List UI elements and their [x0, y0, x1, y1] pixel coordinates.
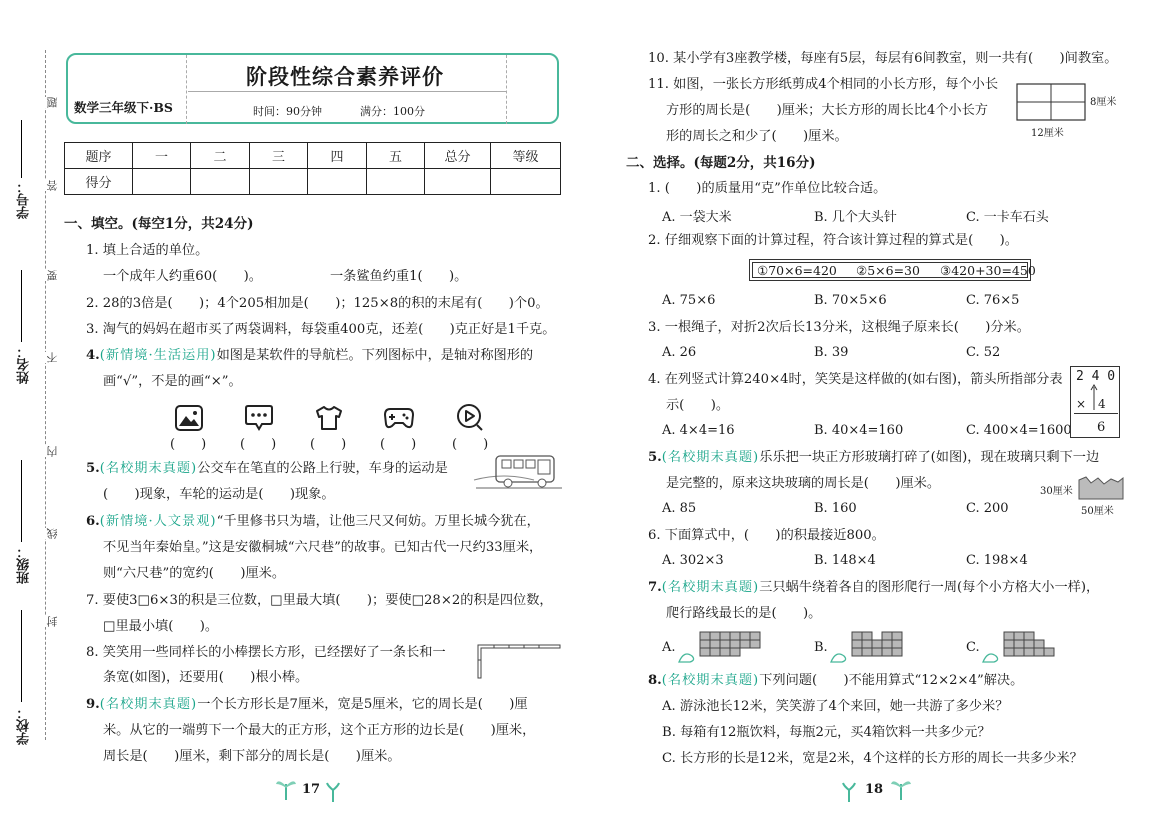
- c8-option-c[interactable]: C. 长方形的长是12米，宽是2米，4个这样的长方形的周长一共多少米？: [662, 751, 1083, 766]
- image-icon: [175, 405, 203, 431]
- c5-number: 5.: [648, 450, 662, 465]
- score-input-cell[interactable]: [133, 169, 191, 195]
- q6-text: “千里修书只为墙，让他三尺又何妨。万里长城今犹在，: [216, 514, 540, 529]
- score-header-cell: 三: [250, 143, 308, 169]
- c3-option-b[interactable]: B. 39: [814, 345, 849, 360]
- q4-answer-4[interactable]: ( ): [380, 437, 417, 452]
- q9-text: 一个长方形长是7厘米，宽是5厘米，它的周长是( )厘: [197, 697, 528, 712]
- c8-tag: (名校期末真题): [661, 673, 760, 688]
- q11b-text: 方形的周长是( )厘米；大长方形的周长比4个小长方: [666, 103, 988, 118]
- q4-answer-1[interactable]: ( ): [170, 437, 207, 452]
- q4-answer-5[interactable]: ( ): [452, 437, 489, 452]
- c5-option-c[interactable]: C. 200: [966, 501, 1009, 516]
- q5-number: 5.: [86, 461, 100, 476]
- time-label: 时间：90分钟: [253, 105, 322, 118]
- q8-text: 8. 笑笑用一些同样长的小棒摆长方形，已经摆好了一条长和一: [86, 645, 446, 660]
- bus-illustration: [474, 450, 564, 492]
- seal-mark-feng: 封: [46, 616, 59, 627]
- q5-tag: (名校期末真题): [99, 461, 198, 476]
- seal-mark-yao: 要: [46, 270, 59, 281]
- q9-text3: 周长是( )厘米，剩下部分的周长是( )厘米。: [103, 749, 401, 764]
- sticks-figure: [474, 640, 564, 680]
- name-line: [21, 270, 22, 342]
- c1-option-a[interactable]: A. 一袋大米: [662, 210, 732, 225]
- header-rule: [188, 91, 506, 92]
- q7-text: 7. 要使3□6×3的积是三位数，□里最大填( )；要使□28×2的积是四位数，: [86, 593, 553, 608]
- score-header-cell: 五: [367, 143, 425, 169]
- c3-text: 3. 一根绳子，对折2次后长13分米，这根绳子原来长( )分米。: [648, 320, 1030, 335]
- q4-answer-2[interactable]: ( ): [240, 437, 277, 452]
- c4-option-c[interactable]: C. 400×4=1600: [966, 423, 1072, 438]
- c5-height-label: 30厘米: [1040, 486, 1073, 497]
- c8-option-a[interactable]: A. 游泳池长12米，笑笑游了4个来回，她一共游了多少米？: [662, 699, 1009, 714]
- c2-step-1: ①70×6=420: [757, 263, 837, 278]
- school-label: 学校：: [17, 706, 32, 745]
- c4-calc-rule: [1074, 413, 1118, 414]
- seal-mark-xian: 线: [46, 528, 59, 539]
- c7-option-b[interactable]: B.: [814, 640, 828, 655]
- c5-text: 乐乐把一块正方形玻璃打碎了(如图)，现在玻璃只剩下一边: [759, 450, 1100, 465]
- c7-option-a[interactable]: A.: [662, 640, 676, 655]
- subject-label: 数学三年级下·BS: [74, 100, 173, 115]
- c4-calc-row1: 2 4 0: [1076, 369, 1116, 384]
- school-line: [21, 610, 22, 702]
- c4-text: 4. 在列竖式计算240×4时，笑笑是这样做的(如右图)，箭头所指部分表: [648, 372, 1063, 387]
- c2-step-3: ③420+30=450: [940, 263, 1036, 278]
- c8-number: 8.: [648, 673, 662, 688]
- q6-text3: 则“六尺巷”的宽约( )厘米。: [103, 566, 286, 581]
- c6-text: 6. 下面算式中，( )的积最接近800。: [648, 528, 885, 543]
- c3-option-c[interactable]: C. 52: [966, 345, 1001, 360]
- class-label: 班级：: [17, 545, 32, 584]
- q9-number: 9.: [86, 697, 100, 712]
- number-label: 学号：: [17, 180, 32, 219]
- seal-mark-bu: 不: [46, 352, 59, 363]
- score-header-cell: 等级: [491, 143, 561, 169]
- c1-option-c[interactable]: C. 一卡车石头: [966, 210, 1049, 225]
- c2-step-2: ②5×6=30: [856, 263, 920, 278]
- c1-text: 1. ( )的质量用“克”作单位比较合适。: [648, 181, 887, 196]
- q4-answer-3[interactable]: ( ): [310, 437, 347, 452]
- q11-text: 11. 如图，一张长方形纸剪成4个相同的小长方形，每个小长: [648, 77, 999, 92]
- score-header-cell: 总分: [425, 143, 491, 169]
- page-number-left: 17: [302, 782, 321, 797]
- q6-text2: 不见当年秦始皇。”这是安徽桐城“六尺巷”的故事。已知古代一尺约33厘米，: [103, 540, 543, 555]
- c8-text: 下列问题( )不能用算式“12×2×4”解决。: [759, 673, 1024, 688]
- c2-option-a[interactable]: A. 75×6: [662, 293, 716, 308]
- gamepad-icon: [384, 405, 414, 431]
- q2-text: 2. 28的3倍是( )；4个205相加是( )；125×8的积的末尾有( )个0。: [86, 296, 549, 311]
- q6-number: 6.: [86, 514, 100, 529]
- c5-text2: 是完整的，原来这块玻璃的周长是( )厘米。: [666, 476, 941, 491]
- score-input-cell[interactable]: [491, 169, 561, 195]
- page-title: 阶段性综合素养评价: [246, 64, 444, 89]
- c4b-text: 示( )。: [666, 398, 730, 413]
- score-header-cell: 题序: [65, 143, 133, 169]
- c7-option-c[interactable]: C.: [966, 640, 980, 655]
- c3-option-a[interactable]: A. 26: [662, 345, 697, 360]
- plant-icon: [890, 776, 912, 802]
- c5-option-b[interactable]: B. 160: [814, 501, 857, 516]
- c2-option-c[interactable]: C. 76×5: [966, 293, 1020, 308]
- q4-text: 如图是某软件的导航栏。下列图标中，是轴对称图形的: [216, 348, 534, 363]
- score-header-cell: 四: [308, 143, 367, 169]
- c6-option-a[interactable]: A. 302×3: [662, 553, 724, 568]
- broken-glass-figure: [1078, 476, 1124, 500]
- q4-number: 4.: [86, 348, 100, 363]
- q5-text2: ( )现象，车轮的运动是( )现象。: [103, 487, 335, 502]
- seal-mark-da: 答: [46, 180, 59, 191]
- number-line: [21, 120, 22, 178]
- q11-width-label: 12厘米: [1031, 128, 1064, 139]
- c1-option-b[interactable]: B. 几个大头针: [814, 210, 897, 225]
- c7-figure-b: [828, 628, 918, 664]
- header-divider-right: [506, 55, 508, 124]
- sprout-icon: [326, 782, 340, 802]
- sprout-icon: [842, 782, 856, 802]
- q10-text: 10. 某小学有3座教学楼，每座有5层，每层有6间教室，则一共有( )间教室。: [648, 51, 1118, 66]
- q8b-text: 条宽(如图)，还要用( )根小棒。: [103, 670, 309, 685]
- score-input-cell[interactable]: [425, 169, 491, 195]
- section-fill-blank: 一、填空。(每空1分，共24分): [64, 216, 254, 232]
- c7-figure-c: [980, 628, 1070, 664]
- c4-calc-row2: × 4: [1076, 397, 1106, 411]
- seal-mark-nei: 内: [46, 446, 59, 457]
- section-choice: 二、选择。(每题2分，共16分): [626, 155, 816, 171]
- q5-text: 公交车在笔直的公路上行驶，车身的运动是: [197, 461, 448, 476]
- arrow-icon: [1090, 384, 1098, 410]
- c7-text: 三只蜗牛绕着各自的图形爬行一周(每个小方格大小一样)，: [759, 580, 1100, 595]
- page-number-right: 18: [865, 782, 884, 797]
- c4-option-a[interactable]: A. 4×4=16: [662, 423, 735, 438]
- score-header-cell: 一: [133, 143, 191, 169]
- q6-tag: (新情境·人文景观): [99, 514, 217, 529]
- c5-tag: (名校期末真题): [661, 450, 760, 465]
- plant-icon: [275, 776, 297, 802]
- c8-option-b[interactable]: B. 每箱有12瓶饮料，每瓶2元，买4箱饮料一共多少元？: [662, 725, 991, 740]
- q11c-text: 形的周长之和少了( )厘米。: [666, 129, 848, 144]
- q1-text: 1. 填上合适的单位。: [86, 243, 209, 258]
- score-row-label: 得分: [65, 169, 133, 195]
- shirt-icon: [315, 405, 343, 431]
- rectangle-figure: [1016, 83, 1086, 123]
- name-label: 姓名：: [17, 345, 32, 384]
- c2-option-b[interactable]: B. 70×5×6: [814, 293, 887, 308]
- c7-figure-a: [676, 628, 766, 664]
- q1b-text: 一条鲨鱼约重1( )。: [330, 269, 468, 284]
- score-input-cell[interactable]: [250, 169, 308, 195]
- score-total-label: 满分：100分: [360, 105, 425, 118]
- score-header-cell: 二: [191, 143, 250, 169]
- score-input-cell[interactable]: [308, 169, 367, 195]
- c6-option-b[interactable]: B. 148×4: [814, 553, 876, 568]
- q7b-text: □里最小填( )。: [103, 619, 219, 634]
- q1a-text: 一个成年人约重60( )。: [103, 269, 262, 284]
- c2-text: 2. 仔细观察下面的计算过程，符合该计算过程的算式是( )。: [648, 233, 1018, 248]
- seal-mark-ti: 题: [46, 97, 59, 108]
- score-input-cell[interactable]: [191, 169, 250, 195]
- c7-text2: 爬行路线最长的是( )。: [666, 606, 822, 621]
- message-icon: [245, 404, 273, 432]
- c4-option-b[interactable]: B. 40×4=160: [814, 423, 904, 438]
- q4-tag: (新情境·生活运用): [99, 348, 217, 363]
- play-icon: [456, 403, 484, 433]
- q3-text: 3. 淘气的妈妈在超市买了两袋调料，每袋重400克，还差( )克正好是1千克。: [86, 322, 556, 337]
- c5-width-label: 50厘米: [1081, 506, 1114, 517]
- c7-number: 7.: [648, 580, 662, 595]
- c6-option-c[interactable]: C. 198×4: [966, 553, 1028, 568]
- c7-tag: (名校期末真题): [661, 580, 760, 595]
- score-input-cell[interactable]: [367, 169, 425, 195]
- score-table: [64, 142, 561, 195]
- c5-option-a[interactable]: A. 85: [662, 501, 697, 516]
- q9-text2: 米。从它的一端剪下一个最大的正方形，这个正方形的边长是( )厘米，: [103, 723, 536, 738]
- class-line: [21, 460, 22, 542]
- q4-text2: 画“√”，不是的画“×”。: [103, 374, 242, 389]
- seal-line: [45, 50, 46, 740]
- q11-height-label: 8厘米: [1090, 97, 1117, 108]
- header-divider: [186, 55, 188, 124]
- q9-tag: (名校期末真题): [99, 697, 198, 712]
- c4-calc-row3: 6: [1097, 420, 1106, 435]
